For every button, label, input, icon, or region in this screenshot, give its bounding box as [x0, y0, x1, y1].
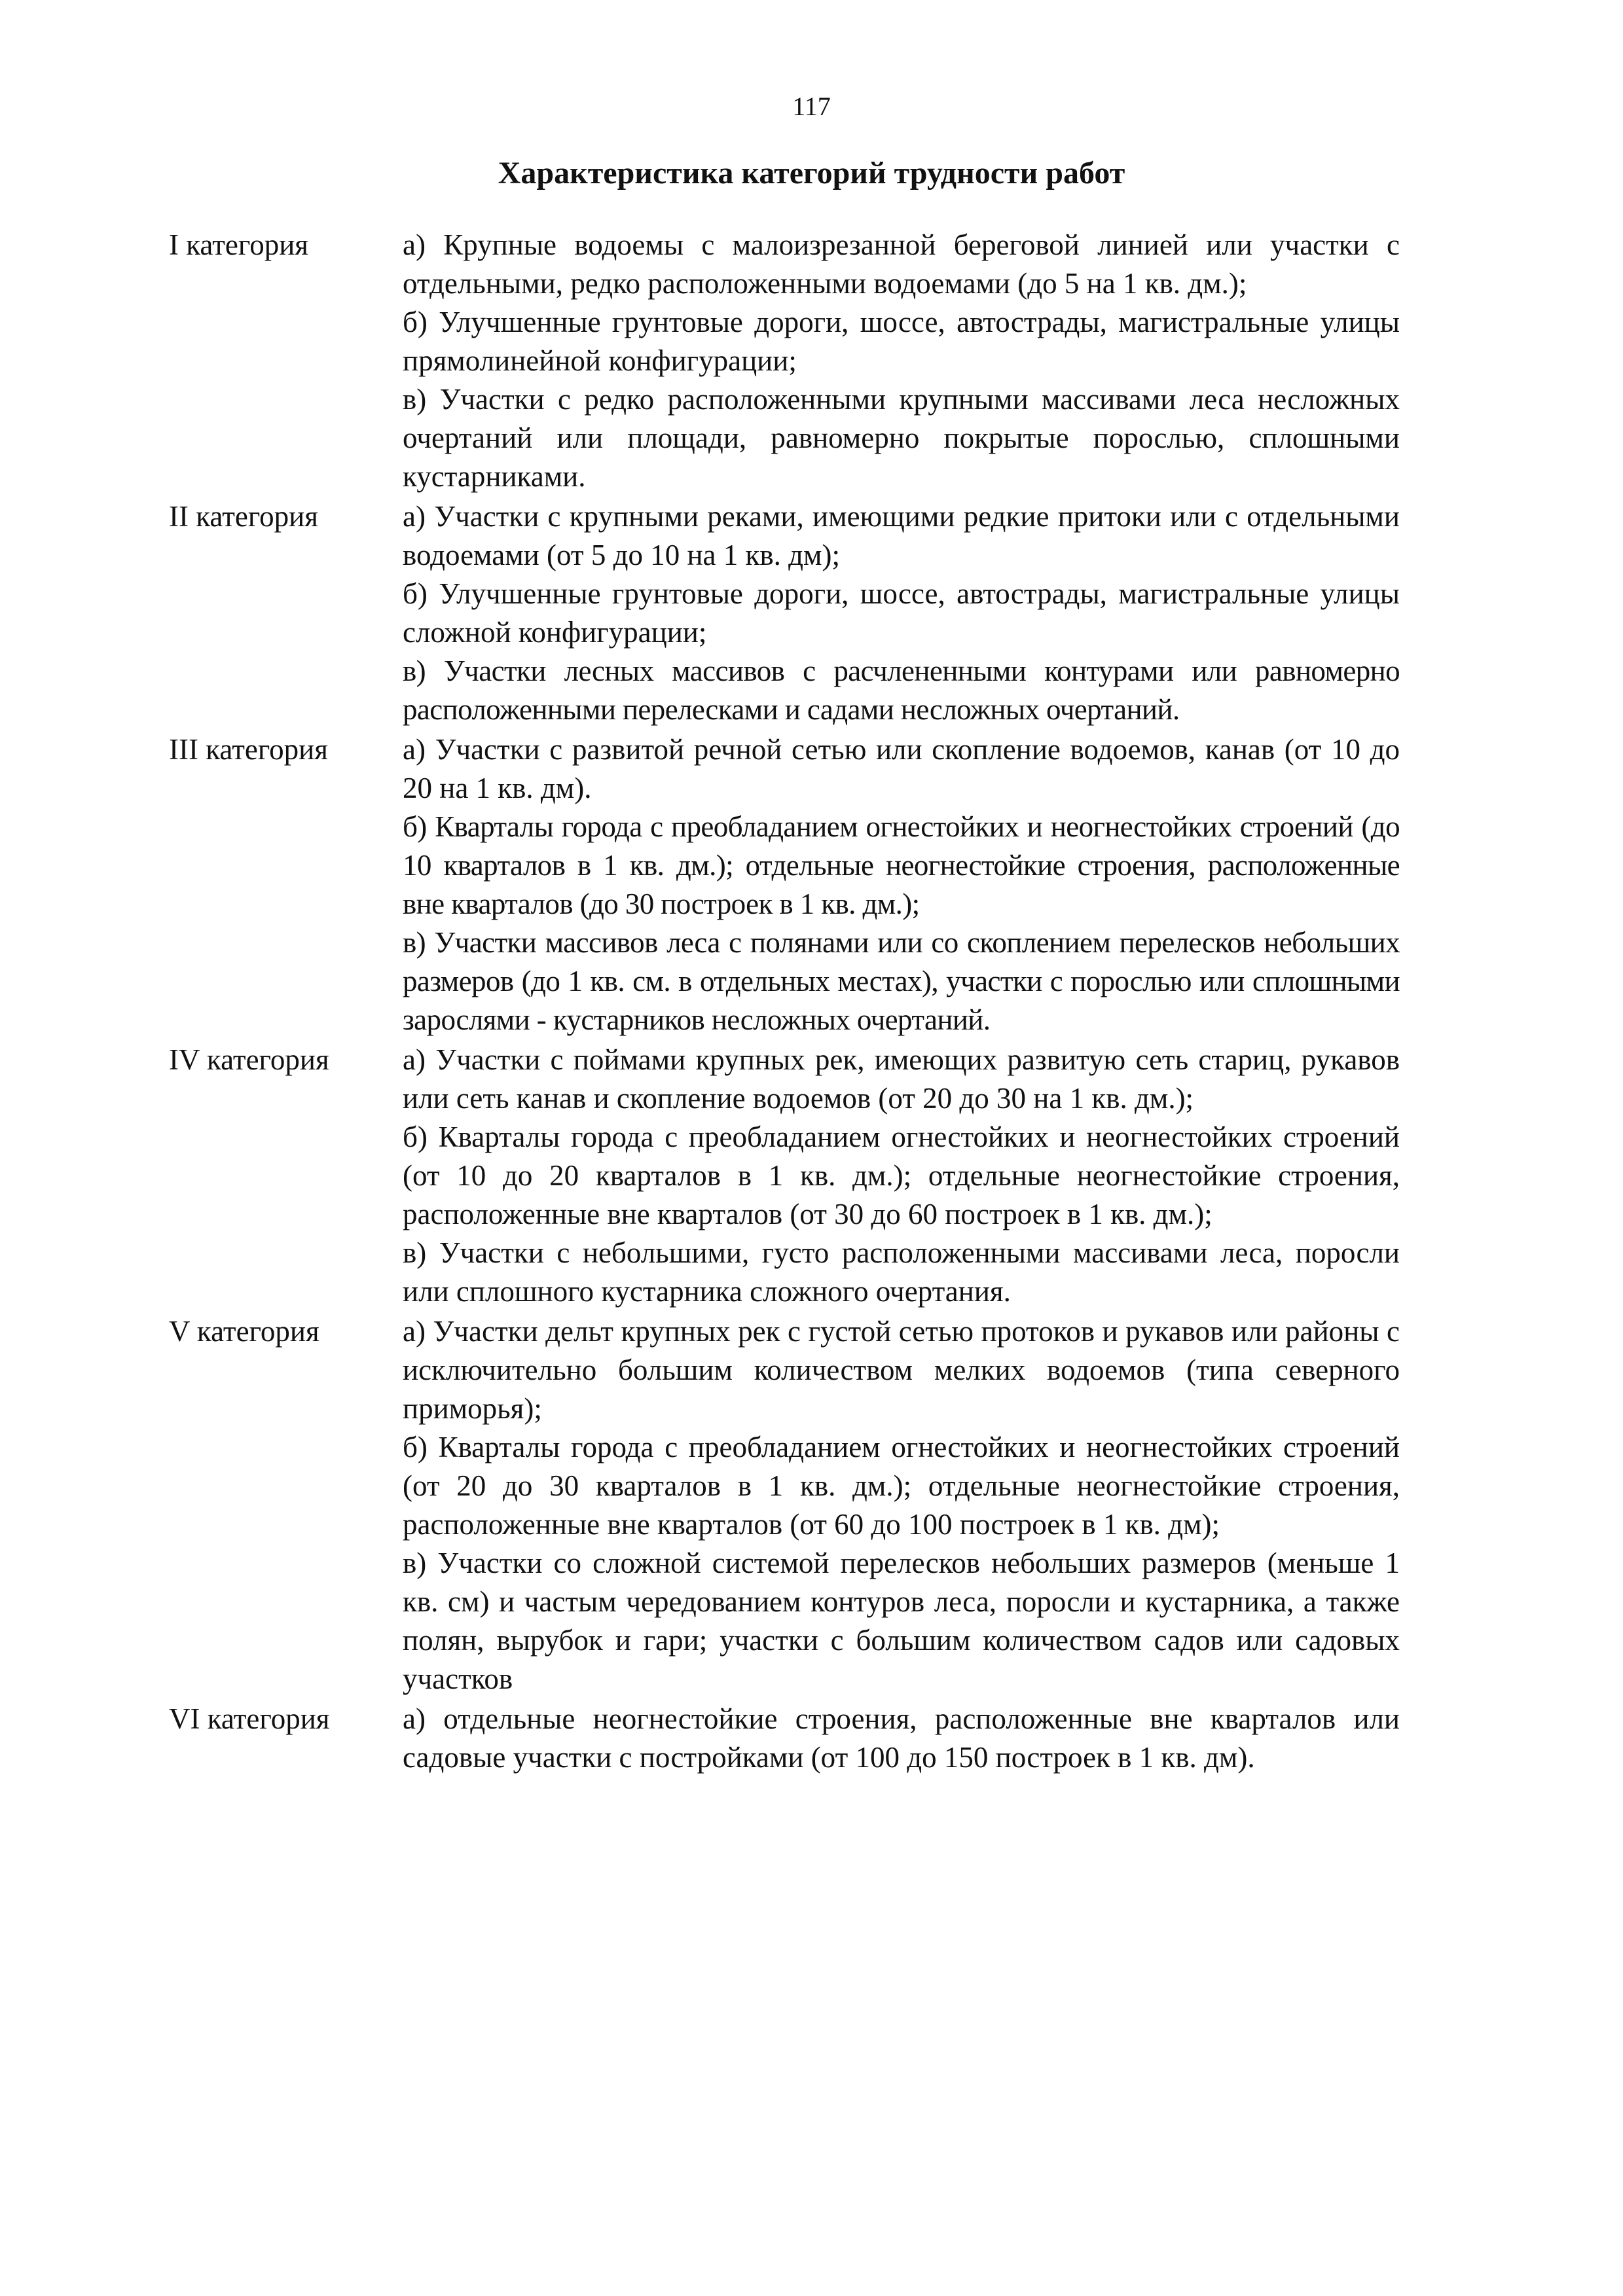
- category-item: а) Участки с развитой речной сетью или скопление водоемов, канав (от 10 до 20 на 1 кв. дм).: [403, 733, 1400, 804]
- category-item: б) Кварталы города с преобладанием огнестойких и неогнестойких строений (от 20 до 30 кварталов в 1 кв. дм.); отдельные неогнестойкие строения, расположенные вне кварталов (от 60 до 100 построек в 1 кв. дм);: [403, 1431, 1400, 1541]
- category-1: [169, 226, 1400, 496]
- category-4: [169, 1041, 1400, 1311]
- category-items: [403, 1312, 1400, 1698]
- category-items: [403, 1041, 1400, 1311]
- category-label: V категория: [169, 1315, 319, 1348]
- page-title: Характеристика категорий трудности работ: [498, 156, 1125, 190]
- category-item: а) Крупные водоемы с малоизрезанной береговой линией или участки с отдельными, редко расположенными водоемами (до 5 на 1 кв. дм.);: [403, 228, 1400, 300]
- category-2: [169, 497, 1400, 729]
- category-label: III категория: [169, 733, 328, 766]
- category-label: IV категория: [169, 1043, 329, 1076]
- category-item: а) Участки дельт крупных рек с густой сетью протоков и рукавов или районы с исключительно большим количеством мелких водоемов (типа северного приморья);: [403, 1315, 1400, 1425]
- category-item: б) Улучшенные грунтовые дороги, шоссе, автострады, магистральные улицы прямолинейной конфигурации;: [403, 306, 1400, 377]
- category-item: в) Участки с небольшими, густо расположенными массивами леса, поросли или сплошного кустарника сложного очертания.: [403, 1236, 1400, 1308]
- page-number: 117: [792, 92, 831, 121]
- category-item: в) Участки массивов леса с полянами или со скоплением перелесков небольших размеров (до 1 кв. см. в отдельных местах), участки с порослью или сплошными зарослями - кустарников несложных очертаний.: [403, 926, 1400, 1036]
- category-item: в) Участки лесных массивов с расчлененными контурами или равномерно расположенными перелесками и садами несложных очертаний.: [403, 655, 1400, 726]
- category-items: [403, 730, 1400, 1039]
- category-items: [403, 497, 1400, 729]
- category-item: б) Кварталы города с преобладанием огнестойких и неогнестойких строений (до 10 кварталов в 1 кв. дм.); отдельные неогнестойкие строения, расположенные вне кварталов (до 30 построек в 1 кв. дм.);: [403, 810, 1400, 920]
- category-label: II категория: [169, 500, 318, 533]
- categories-list: [169, 226, 1400, 1777]
- category-item: а) отдельные неогнестойкие строения, расположенные вне кварталов или садовые участки с постройками (от 100 до 150 построек в 1 кв. дм).: [403, 1702, 1400, 1774]
- category-item: б) Кварталы города с преобладанием огнестойких и неогнестойких строений (от 10 до 20 кварталов в 1 кв. дм.); отдельные неогнестойкие строения, расположенные вне кварталов (от 30 до 60 построек в 1 кв. дм.);: [403, 1121, 1400, 1230]
- category-item: а) Участки с крупными реками, имеющими редкие притоки или с отдельными водоемами (от 5 до 10 на 1 кв. дм);: [403, 500, 1400, 571]
- category-5: [169, 1312, 1400, 1698]
- category-items: [403, 226, 1400, 496]
- category-item: в) Участки со сложной системой перелесков небольших размеров (меньше 1 кв. см) и частым чередованием контуров леса, поросли и кустарника, а также полян, вырубок и гари; участки с большим количеством садов или садовых участков: [403, 1547, 1400, 1695]
- category-label: VI категория: [169, 1702, 330, 1735]
- category-label: I категория: [169, 228, 308, 261]
- category-item: в) Участки с редко расположенными крупными массивами леса несложных очертаний или площади, равномерно покрытые порослью, сплошными кустарниками.: [403, 383, 1400, 493]
- category-6: [169, 1700, 1400, 1777]
- category-items: [403, 1700, 1400, 1777]
- category-3: [169, 730, 1400, 1039]
- category-item: б) Улучшенные грунтовые дороги, шоссе, автострады, магистральные улицы сложной конфигурации;: [403, 577, 1400, 649]
- category-item: а) Участки с поймами крупных рек, имеющих развитую сеть стариц, рукавов или сеть канав и скопление водоемов (от 20 до 30 на 1 кв. дм.);: [403, 1043, 1400, 1115]
